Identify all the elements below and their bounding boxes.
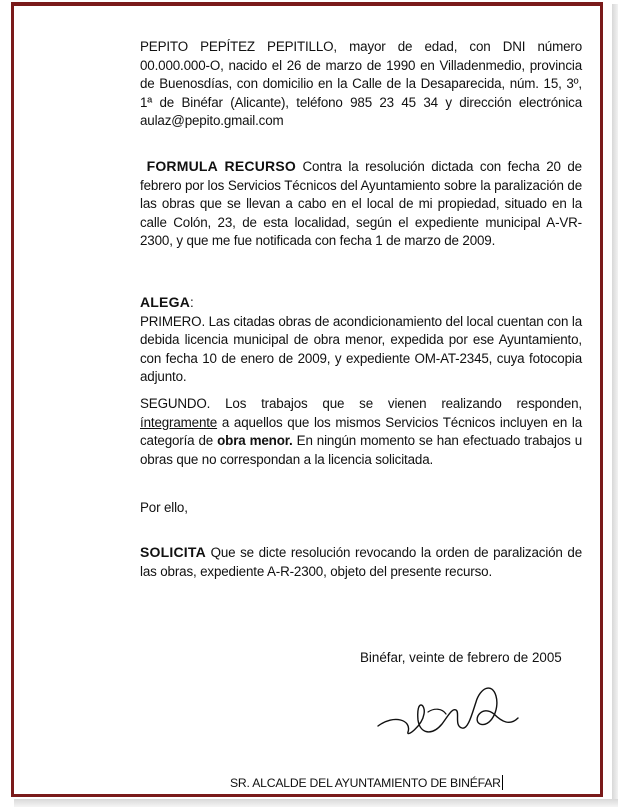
addressee-line (230, 775, 560, 790)
alega-colon: : (190, 295, 194, 310)
page-shadow-right (612, 4, 618, 801)
formula-heading: FORMULA RECURSO (146, 158, 296, 174)
alega-heading-line (140, 293, 582, 313)
solicita-text: Que se dicte resolución revocando la orden de paralización de las obras, expediente A-R-2300, objeto del presente recurso. (140, 545, 582, 579)
solicita-heading: SOLICITA (140, 544, 206, 560)
alega-heading: ALEGA (140, 294, 190, 310)
por-ello-text: Por ello, (140, 500, 188, 515)
alega-segundo (140, 395, 582, 469)
text-cursor (502, 775, 503, 790)
por-ello-paragraph (140, 499, 582, 518)
identity-text: PEPITO PEPÍTEZ PEPITILLO, mayor de edad, con DNI número 00.000.000-O, nacido el 26 de marzo de 1990 en Villadenmedio, provincia de Buenosdías, con domicilio en la Calle de la Desaparecida, núm. 15, 3º, 1ª de Binéfar (Alicante), teléfono 985 23 45 34 y dirección electrónica aulaz@pepito.gmail.com (140, 39, 582, 129)
formula-paragraph (140, 157, 582, 251)
segundo-underlined: íntegramente (140, 414, 218, 430)
segundo-bold: obra menor. (217, 433, 293, 449)
alega-section (140, 293, 582, 387)
identity-paragraph (140, 38, 582, 131)
handwritten-signature (372, 674, 522, 742)
formula-line (140, 157, 582, 251)
segundo-part-c: En ningún momento se han efectuado trabajos u obras que no correspondan a la licencia solicitada. (140, 433, 583, 467)
formula-text: Contra la resolución dictada con fecha 20 de febrero por los Servicios Técnicos del Ayuntamiento sobre la paralización de las obras que se llevan a cabo en el local de mi propiedad, situado en la calle Colón, 23, de esta localidad, según el expediente municipal A-VR-2300, y que me fue notificada con fecha 1 de marzo de 2009. (140, 159, 582, 249)
solicita-line (140, 543, 582, 581)
solicita-paragraph (140, 543, 582, 581)
alega-segundo-paragraph (140, 395, 582, 469)
date-line: Binéfar, veinte de febrero de 2005 (360, 650, 562, 665)
segundo-part-b: a aquellos que los mismos Servicios Técnicos incluyen en la categoría de (140, 414, 583, 449)
segundo-part-a: SEGUNDO. Los trabajos que se vienen realizando responden, (140, 396, 582, 411)
page-shadow-bottom (14, 799, 618, 807)
alega-primero: PRIMERO. Las citadas obras de acondicionamiento del local cuentan con la debida licencia municipal de obra menor, expedida por ese Ayuntamiento, con fecha 10 de enero de 2009, y expediente OM-AT-2345, cuya fotocopia adjunto. (140, 313, 582, 385)
addressee-text: SR. ALCALDE DEL AYUNTAMIENTO DE BINÉFAR (230, 776, 501, 790)
